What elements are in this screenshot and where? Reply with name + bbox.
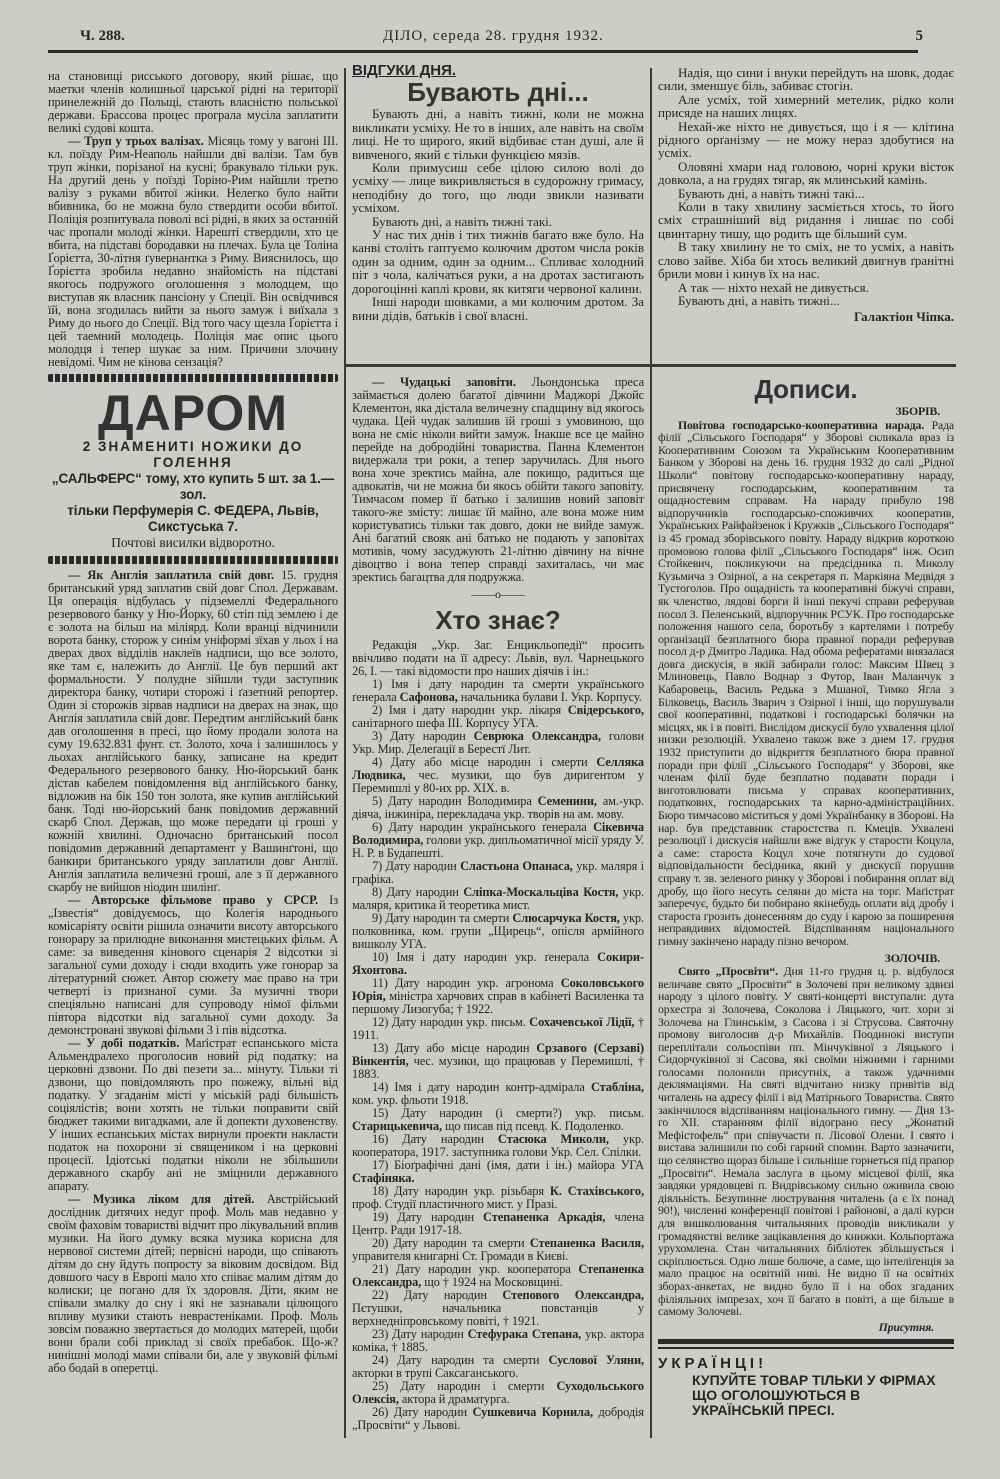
paragraph: Бувають дні, а навіть тижні... [678,292,840,308]
person-name: Степового Олександра, [502,1288,644,1302]
item-text: Пєтушки, начальника повстанців у верхнедніпровському повіті, † 1921. [352,1301,644,1328]
article-body: Із „Ізвестія“ довідуємось, що Колегія народнього комісаріяту освіти рішила означити висоту авторського гонорару за прилюдне виконання мистецьких фільм. А саме: за виведення кінового сценарія 2 відсотки зі загальної суми доходу і сюди входить уже гонорар за літературний сюжет. Автор сюжету має право на три четверті із признаної суми. За музичні твори спеціяльно написані для супроводу німої фільми півтора відсотки від загальної суми доходу. За демонстровані звукові фільми 3 і пів відсотка. [48,893,338,1037]
person-name: Суслової Уляни, [548,1353,644,1367]
item-text: 9) Дату народин та смерти [372,911,513,925]
item-text: 18) Дату народин укр. різьбаря [372,1184,550,1198]
item-text: управителя книгарні Ст. Громади в Києві. [352,1249,569,1263]
item-text: укр. маляря, критика й теоретика мист. [352,885,645,912]
who-knows-item [352,1107,644,1133]
who-knows-item [352,795,644,821]
item-text: 3) Дату народин [372,729,474,743]
item-text: 11) Дату народин укр. агронома [372,976,561,990]
item-text: 17) Біоґрафічні дані (імя, дати і ін.) майора УГА [372,1158,644,1172]
item-text: 7) Дату народин [372,859,461,873]
item-text: голови Укр. Мир. Делеґації в Берестї Лит. [352,729,644,756]
who-knows-item [352,1289,644,1328]
feuilleton [352,64,644,358]
report-title: Повітова господарсько-кооперативна нарада. [678,417,925,432]
who-knows-item [352,1380,644,1406]
paragraph: Бувають дні, а навіть тижні такі... [678,185,865,201]
place-heading: ЗБОРІВ. [895,404,940,418]
person-name: Сушкевича Корнила, [472,1405,593,1419]
who-knows-item [352,1185,644,1211]
item-text: начальника булави I. Укр. Корпусу. [457,690,642,704]
item-text: ком. укр. фльоти 1918. [352,1093,469,1107]
report-body: Дня 11-го грудня ц. р. відбулося величаве свято „Просвіти“ в Золочеві при великому здвизі народу з цілого повіту. У святі-концерті виступали: дута орхестра зі Золочева, Соколова і Ляцького, чит. хори зі Золочева на Глинськім, з Сасова і зі Струсова. Святочну промову виголосив д-р Михайлів. Поодинокі виступи переплітали сольоспіви пп. Мінчуківної з Ляцького і Сидорчуківної зі Сасова, які своїми ніжними і гарними голосами полонили присутніх, а також удачними деклямаціями. На святі відчитано низку привітів від читалень на адресу філії і від Матірнього Товариства. Свято закінчилося відспіванням національного гимну. — Дня 13-го XII. старанням філії відограно песу „Жонатий Мефістофель“ при співучасти п. Лісової Олени. І свято і вистава залишили по собі гарний спомин. Варто зазначити, що селянство щораз більше і сильніше горнеться під прапор „Просвіти“. Немала заслуга в цьому місцевої філії, яка завдяки урядовцеві п. Видрівському сильно оживила свою діяльність. Безупинне люстрування читалень (а є їх понад 90!), численні конференції повітові і районові, а далі курси для вишколювання читальняних проводів викликали у громадянстві велике зацікавлення до книжки. Кольпортажа урухомлена. Стан читальняних бібліотек збільшується і скріплюється. Одно лише болюче, а саме, що інтеліґенція за мало працює на освітній ниві. Не видно її на освітніх зборах-анкетах, не видно було її і на обох згаданих філіяльних імпрезах, хоч її багато в повіті, а ще більше в самому Золочеві. [658,964,954,1319]
person-name: Суходольського Олексія, [352,1379,644,1406]
item-text: 19) Дату народин [372,1210,484,1224]
person-name: Севрюка Олександра, [473,729,601,743]
paragraph: В таку хвилину не то сміх, не то усміх, а навіть слово зайве. Хіба би хтось великий двигнув ґранітні брили мови і кинув їх на нас. [658,239,954,282]
who-knows-item [352,1211,644,1237]
who-knows-item [352,1237,644,1263]
feuilleton-continued [658,66,954,358]
article-trup [48,135,338,369]
place-heading: ЗОЛОЧІВ. [884,950,940,965]
item-text: 20) Дату народин та смерти [372,1236,530,1250]
middle-column [352,376,644,1432]
ornament-divider: ——o—— [471,587,525,601]
article-title: — Авторське фільмове право у СРСР. [68,893,318,907]
paragraph: Інші народи шовками, а ми колючим дротом. За вини дідів, батьків і свої власні. [352,294,644,323]
article-continuation: на становищі рисського договору, який рішає, що маетки членів колишньої царської рідні на території принележній до Польщі, стають власністю польської держави. Брассова процес програла мусіла заплатити великі судові кошта. [48,69,338,135]
item-text: проф. Студії пластичного мист. у Празі. [352,1197,558,1211]
person-name: Сафонова, [399,690,458,704]
who-knows-item [352,821,644,860]
item-text: 1) Імя і дату народин та смерти українського ґенерала [352,677,644,704]
person-name: Сохачевської Лідії, [529,1015,635,1029]
article-avtorske [48,894,338,1037]
who-knows-intro: Редакція „Укр. Заг. Енцикльопедії“ просить ввічливо подати на її адресу: Львів, вул. Чарнецького 26, I. — такі відомости про наших діячів і ін.: [352,638,644,678]
who-knows-item [352,912,644,951]
who-knows-item [352,1133,644,1159]
person-name: Степаненка Василя, [529,1236,644,1250]
column-rule [344,68,346,1438]
item-text: 24) Дату народин та смерти [372,1353,549,1367]
article-muzyka [48,1193,338,1375]
who-knows-item [352,1354,644,1380]
item-text: 16) Дату народин [372,1132,498,1146]
item-text: укр. актора коміка, † 1885. [352,1327,644,1354]
article-title: — Як Англія заплатила свій довг. [68,568,274,582]
who-knows-item [352,951,644,977]
ad-line: 2 ЗНАМЕНИТІ НОЖИКИ ДО ГОЛЕННЯ [82,439,304,470]
item-text: 26) Дату народин [372,1405,473,1419]
ad-rule [658,1347,954,1349]
ad-line: Почтові висилки відворотно. [111,535,275,550]
article-title: — Чудацькі заповіти. [372,375,516,389]
who-knows-item [352,756,644,795]
item-text: 15) Дату народин (і смерти?) укр. письм. [372,1106,644,1120]
ad-line: Сикстуська 7. [147,519,239,534]
header-rule [48,50,918,53]
paragraph: Коли в таку хвилину засміється хтось, то його сміх страшніший від ридання і лишає по собі цвинтарну тишу, що родить ще більший сум. [658,199,954,241]
item-text: 4) Дату або місце народин і смерти [372,755,597,769]
item-text: 10) Імя і дату народин укр. ґенерала [372,950,598,964]
ornament-divider [48,556,338,564]
item-text: 14) Імя і дату народин контр-адмірала [372,1080,591,1094]
item-text: ам.-укр. діяча, інжиніра, перекладача укр. творів на ам. мову. [352,794,644,821]
item-text: 21) Дату народин укр. кооператора [372,1262,579,1276]
who-knows-item [352,1159,644,1185]
item-text: голови укр. дипльоматичної місії уряду У. Н. Р. в Будапешті. [352,833,644,860]
item-text: укр. кооператора, 1917. заступника голови Укр. Сел. Спілки. [352,1132,644,1159]
page-header [48,28,953,50]
person-name: Степаненка Аркадія, [483,1210,606,1224]
person-name: Соколовського Юрія, [352,976,644,1003]
who-knows-list [352,678,644,1432]
paragraph: Нехай-же ніхто не дивується, що і я — клітина рідного орґанізму — не можу нераз здобутися на усміх. [658,118,954,161]
person-name: Семенини, [537,794,597,808]
person-name: Сліпка-Москальціва Костя, [463,885,619,899]
who-knows-title: Хто знає? [435,605,561,635]
ad-head: УКРАЇНЦІ! [658,1355,768,1373]
person-name: Старицькевича, [352,1119,442,1133]
item-text: санітарного шефа III. Корпусу УГА. [352,716,539,730]
person-name: Стефурака Степана, [467,1327,582,1341]
who-knows-item [352,977,644,1016]
article-body: Австрійський дослідник дитячих недуг проф. Моль мав недавно у своїм фаховім товаристві відчит про лікувальний вплив музики. На його думку всяка музика корисна для нервової системи дітей; первісні народи, що співають дітям до сну йдуть попросту за віковим досвідом. Від довшого часу в Европі мало хто співає малим дітям до колиски; це погано для їх здоровля. Діти, яким не співали змалку до сну і які не зазнавали цілющого впливу музики стають неврастеніками. Проф. Моль зовсім поважно звертається до молодих матерей, щоби вони брали собі приклад зі своїх пребабок. Що-ж? нинішні молоді мами співали би, але у звуковій фільмі або бодай в оперетці. [48,1192,338,1375]
who-knows-item [352,1406,644,1432]
item-text: міністра харчових справ в кабінеті Василенка та першому Лизогуба; † 1922. [352,989,644,1016]
article-body: Місяць тому у вагоні III. кл. поїзду Рим-Неаполь найшли дві валізи. Там був труп жінки, порізаної на кусні; бракувало тільки рук. На другий день у поїзді Торіно-Рим найшли третю валізу з руками вбитої жінки. Нелегко було найти вбивника, бо не можна було ствердити особи вбитої. Поліція розпитувала поволі всі рідні, в яких за останній час пропали молоді жінки. Нарешті ствердили, хто це вбита, на підставі бородавки на плечах. Була це Толіна Ґорієтта, 30-літня ґувернантка з Риму. Вияснилось, що Ґорієтта зробила недавно знайомість на підставі якогось подружого оголошення з молодцем, що виступав як власник пансіону у Спеції. Він освідчився їй, вона згодилась вийти за нього замуж і виїхала з Риму до нього до Спеції. Від того часу щезла Ґорієтта і цей таемний молодець. Поліція має опис цього молодця і тепер шукає за ним. Причини злочину невідомі. Чим не кінова сензація? [48,134,338,369]
feuilleton-title: Бувають дні... [407,77,589,108]
item-text: укр. полковника, ком. групи „Щирець“, опісля армійного вишколу УГА. [352,911,644,951]
person-name: Стафіняка. [352,1171,415,1185]
paragraph: Бувають дні, а навіть тижні такі. [372,213,553,229]
article-title: — Труп у трьох валізах. [68,134,204,148]
person-name: Слюсарчука Костя, [512,911,620,925]
article-anglia [48,569,338,894]
item-text: 5) Дату народин Володимира [372,794,538,808]
who-knows-item [352,704,644,730]
person-name: Сокири-Яхонтова. [352,950,644,977]
item-text: чес. музики, що був диригентом у Перемишлі у 80-их рр. XIX. в. [352,768,644,795]
person-name: Свідерського, [567,703,644,717]
advertisement-darom [48,387,338,551]
person-name: К. Стахівського, [549,1184,644,1198]
ad-body: КУПУЙТЕ ТОВАР ТІЛЬКИ У ФІРМАХ ЩО ОГОЛОШУЮТЬСЯ В УКРАЇНСЬКІЙ ПРЕСІ. [692,1372,936,1419]
who-knows-item [352,1263,644,1289]
who-knows-item [352,678,644,704]
who-knows-item [352,1328,644,1354]
article-podatky [48,1037,338,1193]
article-title: — Музика ліком для дітей. [68,1192,255,1206]
person-name: Сластьона Опанаса, [460,859,573,873]
item-text: актора й драматурга. [398,1392,510,1406]
item-text: 13) Дату або місце народин [372,1041,537,1055]
person-name: Срзавого (Серзаві) Вінкентія, [352,1041,644,1068]
report-title: Свято „Просвіти“. [678,964,778,979]
item-text: 6) Дату народин українського ґенерала [372,820,594,834]
who-knows-item [352,730,644,756]
right-column [658,374,954,1418]
article-title: — У добі податків. [68,1036,180,1050]
who-knows-item [352,1081,644,1107]
paragraph: Бувають дні, а навіть тижні, коли не можна викликати усміху. Не то в інших, але навіть на своїм лиці. Не то щирого, який відбиває стан душі, але й вивченого, який є тільки функцією мязів. [352,106,644,162]
author-signature: Галактіон Чіпка. [854,309,954,325]
ad-line: тільки Перфумерія С. ФЕДЕРА, Львів, [67,503,319,518]
who-knows-item [352,1042,644,1081]
item-text: що † 1924 на Московщині. [421,1275,563,1289]
item-text: † 1911. [352,1015,645,1042]
item-text: члена Центр. Ради 1917-18. [352,1210,645,1237]
item-text: 25) Дату народин і смерти [372,1379,557,1393]
report-body: Рада філії „Сільського Господаря“ у Зборові скликала враз із Кооперативним Союзом та Українським Кооперативним Банком у Зборові на день 16. грудня 1932 до салі „Рідної Школи“ повітову господарсько-кооперативну нараду, присвячену господарським, кооперативним та ощадностевим справам. На нараду прибуло 198 відпоручників господарсько-споживчих кооператив, Українських Райфайзенок і Кружків „Сільського Господаря“ із 45 громад зборівського повіту. Нараду відкрив короткою промовою голова філії „Сільського Господаря“ інж. Осип Стойкевич, покликуючи на предсідника п. Миколу Кузьмича з Озірної, а на секретаря п. Маркіяна Медвідя з Тустоголов. Про ощадність та кооперативні біжучі справи, як членство, лядові борги й інші пекучі справи реферував посол З. Пеленський, відпоручник РСУК. Про господарське положення нашого села, боротьбу з картелями і потребу орґанізації безплатного бюра правної поради реферував посол д-р Дмитро Ладика. Над обома рефератами виязалася довга дискусія, в якій забирали голос: Максим Швец з Млиновець, Павло Воднар з Футор, Іван Маланчук з Кабаровець, Василь Редька з Мшаної, Тимко Ягла з Білковець, Василь Зварич з Озірної і інші, що порушували свої кооперативні, податкові і господарські болячки на місцях, як і в повіті. Вислідом дискусії було ухвалення цілої низки резолюцій. Ухвалено також вже з днем 17. грудня 1932 приступити до відкриття безплатного бюра правної поради при філії „Сільського Господаря“ у Зборові, яке членам філії буде безплатно подавати поради і виготовлювати письма у справах кооперативних, податкових, господарських та карно-адміністраційних. Бюро тимчасово міститься у домі Українбанку в Зборові. На нар. був представник старостства п. Кмеців. Ухвалені резолюції і дискусія найшли вже відгук у старости Коцула, а саме: староста Коцул хоче потягнути до судової відповідальности бесідника, який у дискусії порушив справу т. зв. зеленого ринку у Зборові і побирання оплат від дробу, що його несуть селяни до міста на торг. Маґістрат заперечує, будьто би побирано якінебудь оплати від дробу і староста грозить донесенням до суду і карою за поширення неправдивих відомостей. Відспіванням національного гимну закінчено нараду пізно вечором. [658,417,955,948]
section-label: ВІДГУКИ ДНЯ. [352,64,457,79]
paragraph: Коли примусиш себе цілою силою волі до усміху — лице викривляється в судорожну гримасу, неподібну до того, що люди звикли називати усміхом. [352,160,644,216]
report-signature: Присутня. [878,1319,934,1334]
item-text: 22) Дату народин [372,1288,503,1302]
item-text: укр. маляря і графіка. [352,859,645,886]
person-name: Степаненка Олександра, [352,1262,644,1289]
left-column [48,70,338,1375]
paragraph: Надія, що сини і внуки перейдуть на шовк, додає сили, зменшує біль, забиває стогін. [658,66,954,94]
article-body: 15. грудня британський уряд заплатив свій довг Спол. Державам. Ця операція відбулась у підземеллі Федерального резервового банку у Ню-Йорку, 60 стіп під землею і де є золота на більш на міліярд. Коли вранці відчинили ворота банку, сторож у синім уніформі зїхав у льох і на дверах двох відділів наклеїв надписи, що все золото, яке там є, належить до Англії. Це був перший акт формальности. У полудне зійшли туди заступник директора банку, чотири сторожі і ґазетний репортер. Один зі сторожів зірвав надписи на дверах на знак, що Англія заплатила свій довг. Передтим англійський банк дав оголошення в пресі, що йому продали золота на суму 19.632.831 фунт. ст. Золото, хоча і залишилось у льохах англійського банку, записане на кредит Федерального резервового банку. Ню-йорський банк дістав кабелем повідомлення від англійського банку, відложив на бік 150 тон золота, яке купив англійський банк. Тоді ню-йорський банк повідомив державний скарб Спол. Держав, що може передати ці гроші у кожній хвилині. Одночасно британський посол повідомив державний департамент у Вашинґтоні, що банкири британського уряду заплатили довг Англії. Англія заплатила величезні гроші, але з її державного скарбу не вийшов ніодин шилінґ. [48,568,339,894]
item-text: 12) Дату народин укр. письм. [372,1015,530,1029]
paragraph: У нас тих днів і тих тижнів багато вже було. На канві століть гаптуємо колючим дротом числа років один за одним, один за одним... Спливає холодний піт з чола, калічаться руки, а на дротах застигають дорогоцінні каплі крови, як китяги червоної калини. [352,227,644,296]
item-text: 23) Дату народин [372,1327,468,1341]
item-text: 8) Дату народин [372,885,464,899]
column-rule [650,68,652,1438]
issue-number: Ч. 288. [80,28,125,44]
person-name: Селляка Людвика, [352,755,644,782]
masthead-date: ДІЛО, середа 28. грудня 1932. [383,28,604,44]
who-knows-item [352,1016,644,1042]
ornament-divider [48,374,338,382]
who-knows-item [352,886,644,912]
item-text: чес. музики, що працював у Перемишлі, † 1883. [352,1054,644,1081]
item-text: 2) Імя і дату народин укр. лікаря [372,703,568,717]
item-text: акторки в трупі Саксаганського. [352,1366,519,1380]
dopysy-title: Дописи. [754,374,858,404]
item-text: добродія „Просвіти“ у Львові. [352,1405,644,1432]
paragraph: А так — ніхто нехай не дивується. [678,279,869,295]
item-text: що писав під псевд. К. Подоленко. [441,1119,624,1133]
who-knows-item [352,860,644,886]
page-number: 5 [915,28,923,44]
article-body: Льондонська преса займається долею багатої дівчини Маджорі Джойс Клементон, яка дістала величезну спадщину від якогось чудака. Цей чудак залишив їй гроші з умовиною, що вона не сміє ніколи вийти замуж. Інакше все це майно перейде на добродійні товариства. Панна Клементон видержала три роки, а тепер заручилась. Для нього вона хоче зректись майна, але покищо, радиться ще адвокатів, чи не можна би якось обійти такого заповіту. Тимчасом помер її батько і залишив новий заповіт такого-же змісту: лишає їй майно, але вона може ним користуватись тільки так довго, доки не вийде замуж. Ані багатий свояк ані батько не подають у заповітах мотивів, чому засуджують 21-літню дівчину на вічне дівоцтво і вона тепер справді захиталась, чи має зректись багацтва для подружжа. [352,375,644,584]
ad-line: „САЛЬФЕРС“ тому, хто купить 5 шт. за 1.— зол. [51,471,335,502]
person-name: Стабліна, [590,1080,644,1094]
paragraph: Але усміх, той химерний метелик, рідко коли присяде на наших лицях. [658,91,954,121]
paragraph: Оловяні хмари над головою, чорні круки вісток довкола, а на грудях тягар, як млинський камінь. [658,158,954,188]
person-name: Стасюка Миколи, [497,1132,609,1146]
ad-headline: ДАРОМ [98,385,288,441]
article-chudatski [352,376,644,584]
report-zboriv [658,419,954,948]
ad-rule [658,1339,954,1344]
person-name: Сікевича Володимира, [352,820,644,847]
section-rule [346,364,956,367]
report-zolochiv [658,965,954,1318]
article-body: Маґістрат еспанського міста Альмендралехо проголосив новий рід податку: на церковні дзвони. По дві пезети за... мінуту. Тільки ті дзвони, що повідомляють про пожежу, вільні від податку. У згаданім місті у міській раді більшість соціялістів; вони хотять не тільки поправити свій бюджет такими вигадками, але й допекти духовенству. У інших еспанських містах вирнули проекти накласти податок на похорони зі священиком і на церковні процесії. Ідіотські податки ніколи не збільшили державного скарбу ані не зміцнили державного апарату. [48,1036,338,1193]
